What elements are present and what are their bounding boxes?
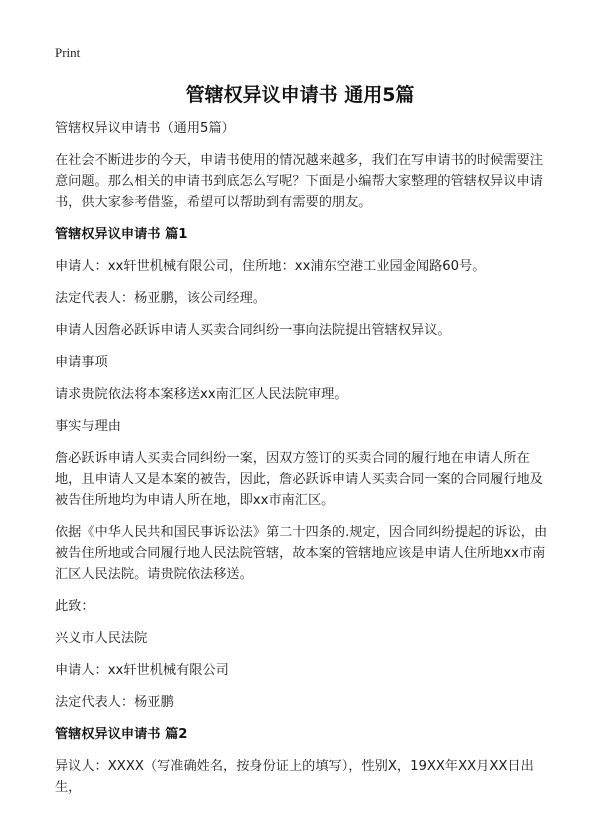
signature-applicant-paragraph: 申请人：xx轩世机械有限公司	[55, 663, 229, 678]
section-heading-2: 管辖权异议申请书 篇2	[55, 727, 188, 742]
court-name-paragraph: 兴义市人民法院	[55, 631, 148, 646]
salutation-paragraph: 此致：	[55, 599, 95, 614]
request-paragraph: 请求贵院依法将本案移送xx南汇区人民法院审理。	[55, 387, 348, 402]
section-heading-1: 管辖权异议申请书 篇1	[55, 227, 188, 242]
applicant-paragraph: 申请人：xx轩世机械有限公司，住所地：xx浦东空港工业园金闻路60号。	[55, 259, 486, 274]
objector-paragraph: 异议人：XXXX（写准确姓名，按身份证上的填写），性别X，19XX年XX月XX日出生，	[55, 759, 534, 795]
legal-basis-paragraph: 依据《中华人民共和国民事诉讼法》第二十四条的.规定，因合同纠纷提起的诉讼，由被告住所地或合同履行地人民法院管辖，故本案的管辖地应该是申请人住所地xx市南汇区人民法院。请贵院依法移送。	[55, 525, 548, 582]
facts-paragraph: 詹必跃诉申请人买卖合同纠纷一案，因双方签订的买卖合同的履行地在申请人所在地，且申请人又是本案的被告，因此，詹必跃诉申请人买卖合同一案的合同履行地及被告住所地均为申请人所在地，即xx市南汇区。	[55, 451, 543, 508]
document-body	[55, 118, 553, 809]
print-link[interactable]: Print	[55, 45, 81, 60]
page-title: 管辖权异议申请书 通用5篇	[185, 84, 415, 106]
signature-legal-rep-paragraph: 法定代表人：杨亚鹏	[55, 695, 174, 710]
legal-rep-paragraph: 法定代表人：杨亚鹏，该公司经理。	[55, 291, 266, 306]
facts-reasons-label: 事实与理由	[55, 419, 121, 434]
subtitle-paragraph: 管辖权异议申请书（通用5篇）	[55, 121, 235, 136]
objection-paragraph: 申请人因詹必跃诉申请人买卖合同纠纷一事向法院提出管辖权异议。	[55, 323, 451, 338]
request-items-label: 申请事项	[55, 355, 108, 370]
intro-paragraph: 在社会不断进步的今天，申请书使用的情况越来越多，我们在写申请书的时候需要注意问题。那么相关的申请书到底怎么写呢？下面是小编帮大家整理的管辖权异议申请书，供大家参考借鉴，希望可以帮助到有需要的朋友。	[55, 153, 543, 210]
